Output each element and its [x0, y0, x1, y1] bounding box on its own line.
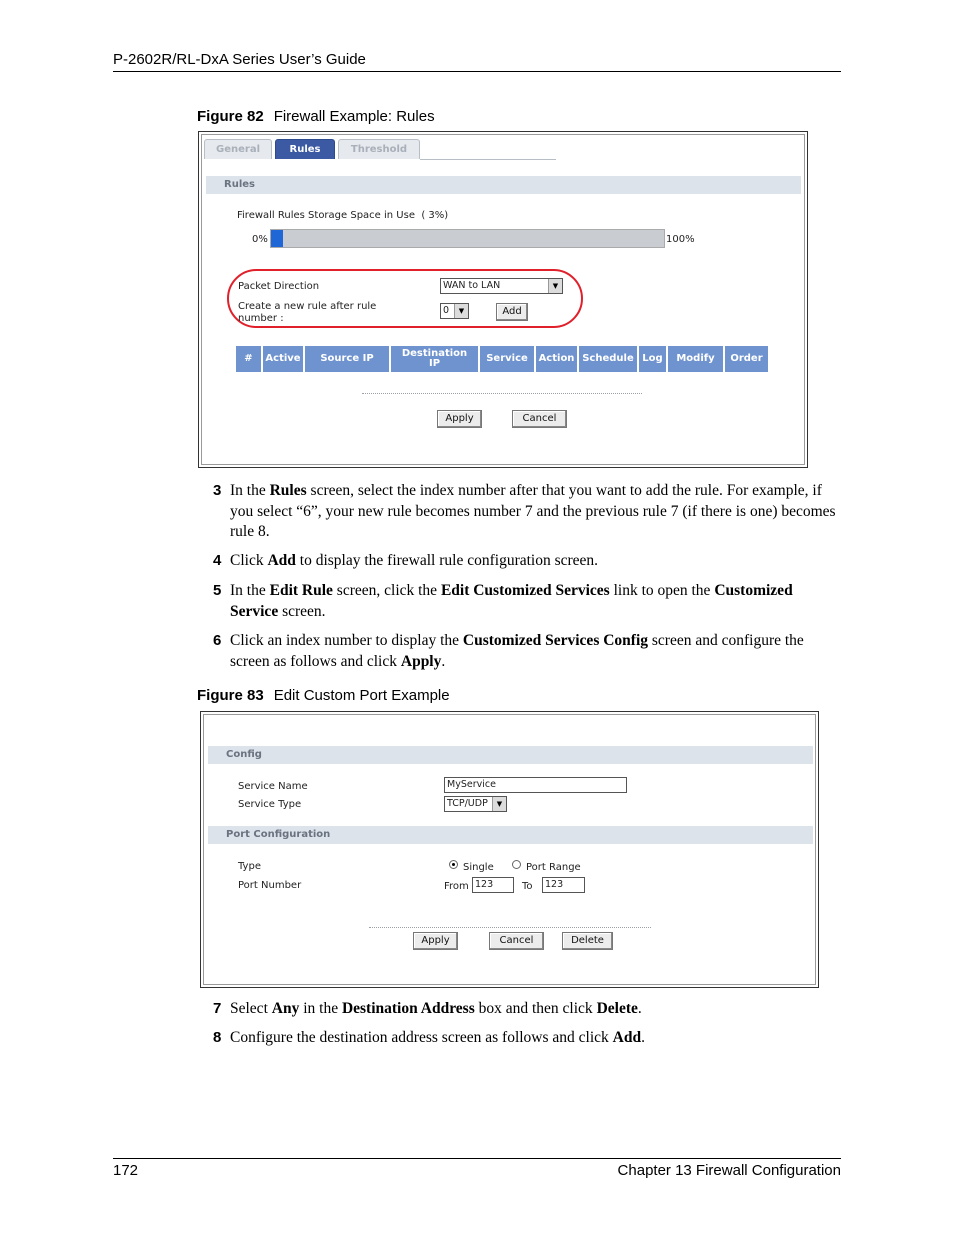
- tab-rules[interactable]: Rules: [275, 139, 335, 159]
- rule-number-value: 0: [443, 305, 450, 316]
- create-rule-label: Create a new rule after rule number :: [238, 301, 377, 324]
- figure-82-caption-text: Firewall Example: Rules: [273, 108, 435, 125]
- figure-82-screenshot: [198, 131, 808, 468]
- port-number-label: Port Number: [238, 880, 302, 891]
- figure-82-caption: [197, 108, 435, 125]
- rule-number-select[interactable]: [440, 303, 469, 319]
- column-header-schedule: Schedule: [579, 346, 637, 372]
- footer-chapter: Chapter 13 Firewall Configuration: [617, 1162, 841, 1179]
- figure-82-label: Figure 82: [197, 108, 264, 125]
- step-number: 6: [213, 632, 222, 649]
- step-number: 3: [213, 482, 222, 499]
- rules-table-header: [236, 346, 768, 372]
- port-configuration-title: Port Configuration: [208, 826, 813, 844]
- step-text: Select Any in the Destination Address box and then click Delete.: [230, 1000, 642, 1017]
- delete-button[interactable]: Delete: [562, 932, 613, 950]
- packet-direction-label: Packet Direction: [238, 281, 320, 292]
- chevron-down-icon: ▼: [492, 797, 506, 811]
- step-text: Click an index number to display the Customized Services Config screen and configure the screen as follows and click Apply.: [230, 632, 804, 670]
- service-name-input[interactable]: MyService: [444, 777, 627, 793]
- column-header-order: Order: [725, 346, 768, 372]
- rules-section-title: Rules: [206, 176, 801, 194]
- service-type-label: Service Type: [238, 799, 302, 810]
- type-label: Type: [238, 861, 261, 872]
- chevron-down-icon: ▼: [454, 304, 468, 318]
- column-header-service: Service: [480, 346, 534, 372]
- figure-83-screenshot: [200, 711, 819, 988]
- column-header-active: Active: [263, 346, 303, 372]
- packet-direction-value: WAN to LAN: [443, 280, 501, 291]
- port-range-radio[interactable]: [512, 860, 521, 869]
- from-port-input[interactable]: 123: [472, 877, 514, 893]
- single-radio[interactable]: [449, 860, 458, 869]
- single-radio-label: Single: [463, 862, 494, 873]
- to-label: To: [522, 881, 533, 892]
- custom-port-panel: [203, 714, 816, 985]
- column-header-action: Action: [536, 346, 577, 372]
- storage-label: Firewall Rules Storage Space in Use ( 3%): [237, 210, 449, 221]
- rules-panel: [201, 134, 805, 465]
- tab-general[interactable]: General: [204, 139, 272, 159]
- step-text: Click Add to display the firewall rule configuration screen.: [230, 552, 599, 569]
- apply-button[interactable]: Apply: [413, 932, 458, 950]
- step-text: In the Edit Rule screen, click the Edit Customized Services link to open the Customized Service screen.: [230, 582, 793, 620]
- column-header-source-ip: Source IP: [305, 346, 389, 372]
- step-text: In the Rules screen, select the index number after that you want to add the rule. For example, if you select “6”, your new rule becomes number 7 and the previous rule 7 (if there is one) becomes rule 8.: [230, 482, 836, 540]
- storage-progress-fill: [271, 230, 283, 247]
- page-number: 172: [113, 1162, 139, 1179]
- apply-button[interactable]: Apply: [437, 410, 482, 428]
- config-section-title: Config: [208, 746, 813, 764]
- page-header-title: P-2602R/RL-DxA Series User’s Guide: [113, 51, 366, 68]
- cancel-button[interactable]: Cancel: [512, 410, 567, 428]
- packet-direction-select[interactable]: [440, 278, 563, 294]
- port-range-radio-label: Port Range: [526, 862, 581, 873]
- header-rule: [113, 71, 841, 72]
- chevron-down-icon: ▼: [548, 279, 562, 293]
- service-type-value: TCP/UDP: [447, 798, 488, 809]
- step-number: 5: [213, 582, 222, 599]
- service-name-label: Service Name: [238, 781, 308, 792]
- column-header-log: Log: [639, 346, 666, 372]
- cancel-button[interactable]: Cancel: [489, 932, 544, 950]
- footer-rule: [113, 1158, 841, 1159]
- figure-83-caption-text: Edit Custom Port Example: [273, 687, 450, 704]
- to-port-input[interactable]: 123: [542, 877, 585, 893]
- column-header-modify: Modify: [668, 346, 723, 372]
- storage-progress-bar: [270, 229, 665, 248]
- step-number: 7: [213, 1000, 222, 1017]
- dotted-divider: [362, 393, 642, 394]
- column-header-destination-ip: Destination IP: [391, 346, 478, 372]
- progress-min-label: 0%: [252, 234, 268, 245]
- service-type-select[interactable]: [444, 796, 507, 812]
- step-text: Configure the destination address screen as follows and click Add.: [230, 1029, 645, 1046]
- step-number: 8: [213, 1029, 222, 1046]
- progress-max-label: 100%: [666, 234, 695, 245]
- add-button[interactable]: Add: [496, 303, 528, 321]
- step-number: 4: [213, 552, 222, 569]
- figure-83-label: Figure 83: [197, 687, 264, 704]
- tab-baseline: [420, 159, 556, 160]
- figure-83-caption: [197, 687, 450, 704]
- from-label: From: [444, 881, 469, 892]
- tab-threshold[interactable]: Threshold: [338, 139, 420, 159]
- dotted-divider: [369, 927, 651, 928]
- column-header-index: #: [236, 346, 261, 372]
